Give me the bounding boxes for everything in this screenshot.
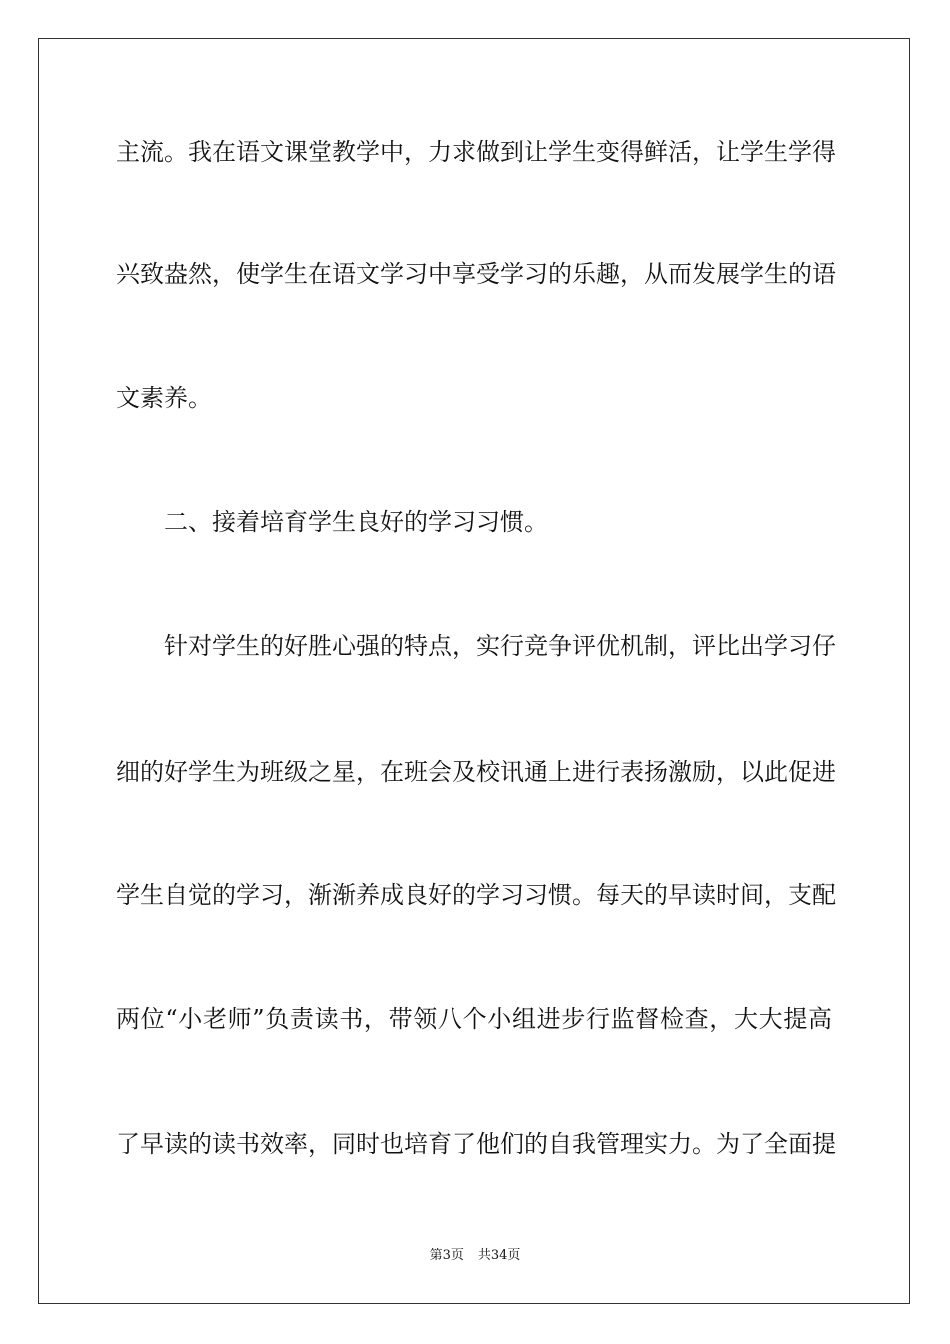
page-border	[38, 38, 910, 1304]
text-line: 文素养。	[116, 384, 212, 412]
text-line: 了早读的读书效率，同时也培育了他们的自我管理实力。为了全面提	[116, 1130, 836, 1158]
page-total: 共34页	[477, 1248, 521, 1263]
page-footer	[0, 1248, 950, 1264]
text-line: 两位“小老师”负责读书，带领八个小组进步行监督检查，大大提高	[116, 1005, 832, 1033]
section-heading: 二、接着培育学生良好的学习习惯。	[164, 508, 548, 536]
page-number: 第3页	[429, 1248, 464, 1263]
text-line: 兴致盎然，使学生在语文学习中享受学习的乐趣，从而发展学生的语	[116, 260, 836, 288]
text-line: 学生自觉的学习，渐渐养成良好的学习习惯。每天的早读时间，支配	[116, 881, 836, 909]
text-line: 主流。我在语文课堂教学中，力求做到让学生变得鲜活，让学生学得	[116, 138, 836, 166]
text-line: 针对学生的好胜心强的特点，实行竞争评优机制，评比出学习仔	[164, 632, 836, 660]
text-line: 细的好学生为班级之星，在班会及校讯通上进行表扬激励，以此促进	[116, 758, 836, 786]
